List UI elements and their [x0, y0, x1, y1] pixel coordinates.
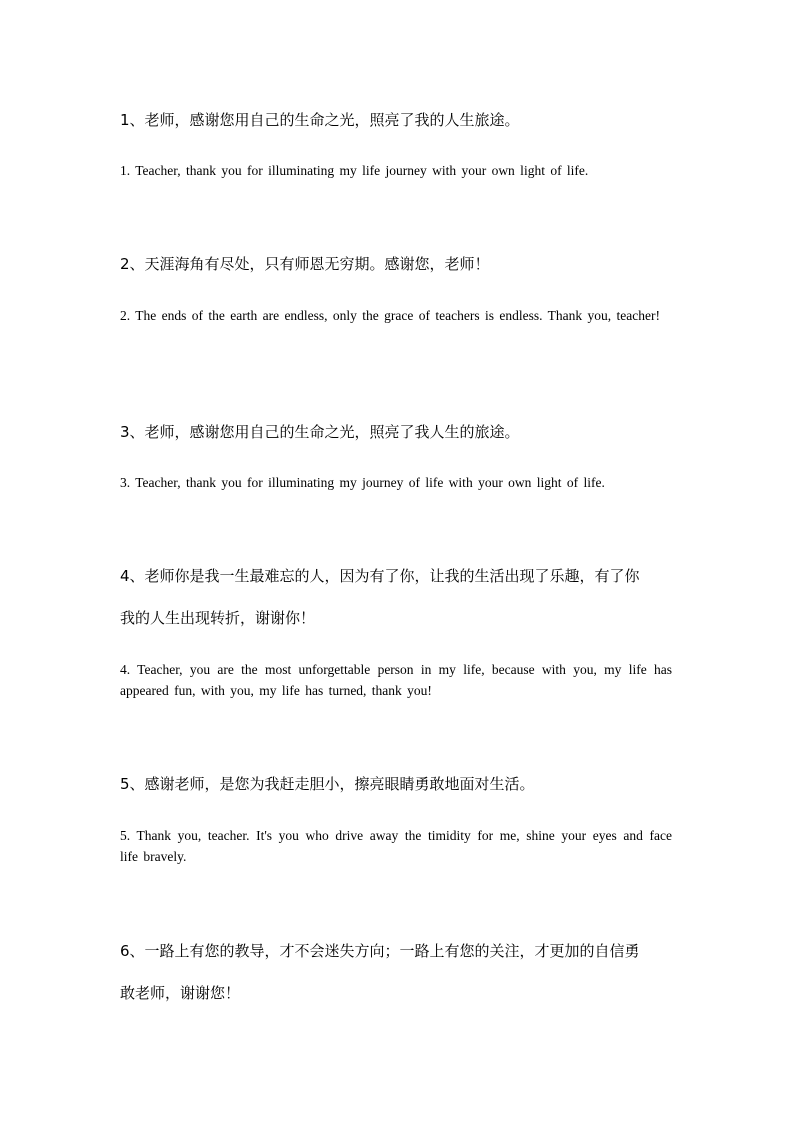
item-2-chinese: 2、天涯海角有尽处，只有师恩无穷期。感谢您，老师！ [120, 255, 490, 273]
item-3-english: 3. Teacher, thank you for illuminating my journey of life with your own light of life. [120, 475, 605, 490]
item-2-english: 2. The ends of the earth are endless, only the grace of teachers is endless. Thank you, teacher! [120, 308, 660, 323]
item-4-chinese-line-1: 4、老师你是我一生最难忘的人，因为有了你，让我的生活出现了乐趣，有了你 [120, 567, 640, 585]
item-4-chinese-line-2: 我的人生出现转折，谢谢你！ [120, 609, 316, 627]
item-3-chinese: 3、老师，感谢您用自己的生命之光，照亮了我人生的旅途。 [120, 423, 520, 441]
item-6-chinese-line-2: 敢老师，谢谢您！ [120, 984, 241, 1002]
item-5-english: 5. Thank you, teacher. It's you who drive away the timidity for me, shine your eyes and face life bravely. [120, 828, 672, 864]
item-6-chinese-line-1: 6、一路上有您的教导，才不会迷失方向；一路上有您的关注，才更加的自信勇 [120, 942, 640, 960]
item-1-chinese: 1、老师，感谢您用自己的生命之光，照亮了我的人生旅途。 [120, 111, 520, 129]
item-1-english: 1. Teacher, thank you for illuminating my life journey with your own light of life. [120, 163, 589, 178]
item-4-english: 4. Teacher, you are the most unforgettable person in my life, because with you, my life has appeared fun, with you, my life has turned, thank you! [120, 662, 672, 698]
item-5-chinese: 5、感谢老师，是您为我赶走胆小，擦亮眼睛勇敢地面对生活。 [120, 775, 535, 793]
